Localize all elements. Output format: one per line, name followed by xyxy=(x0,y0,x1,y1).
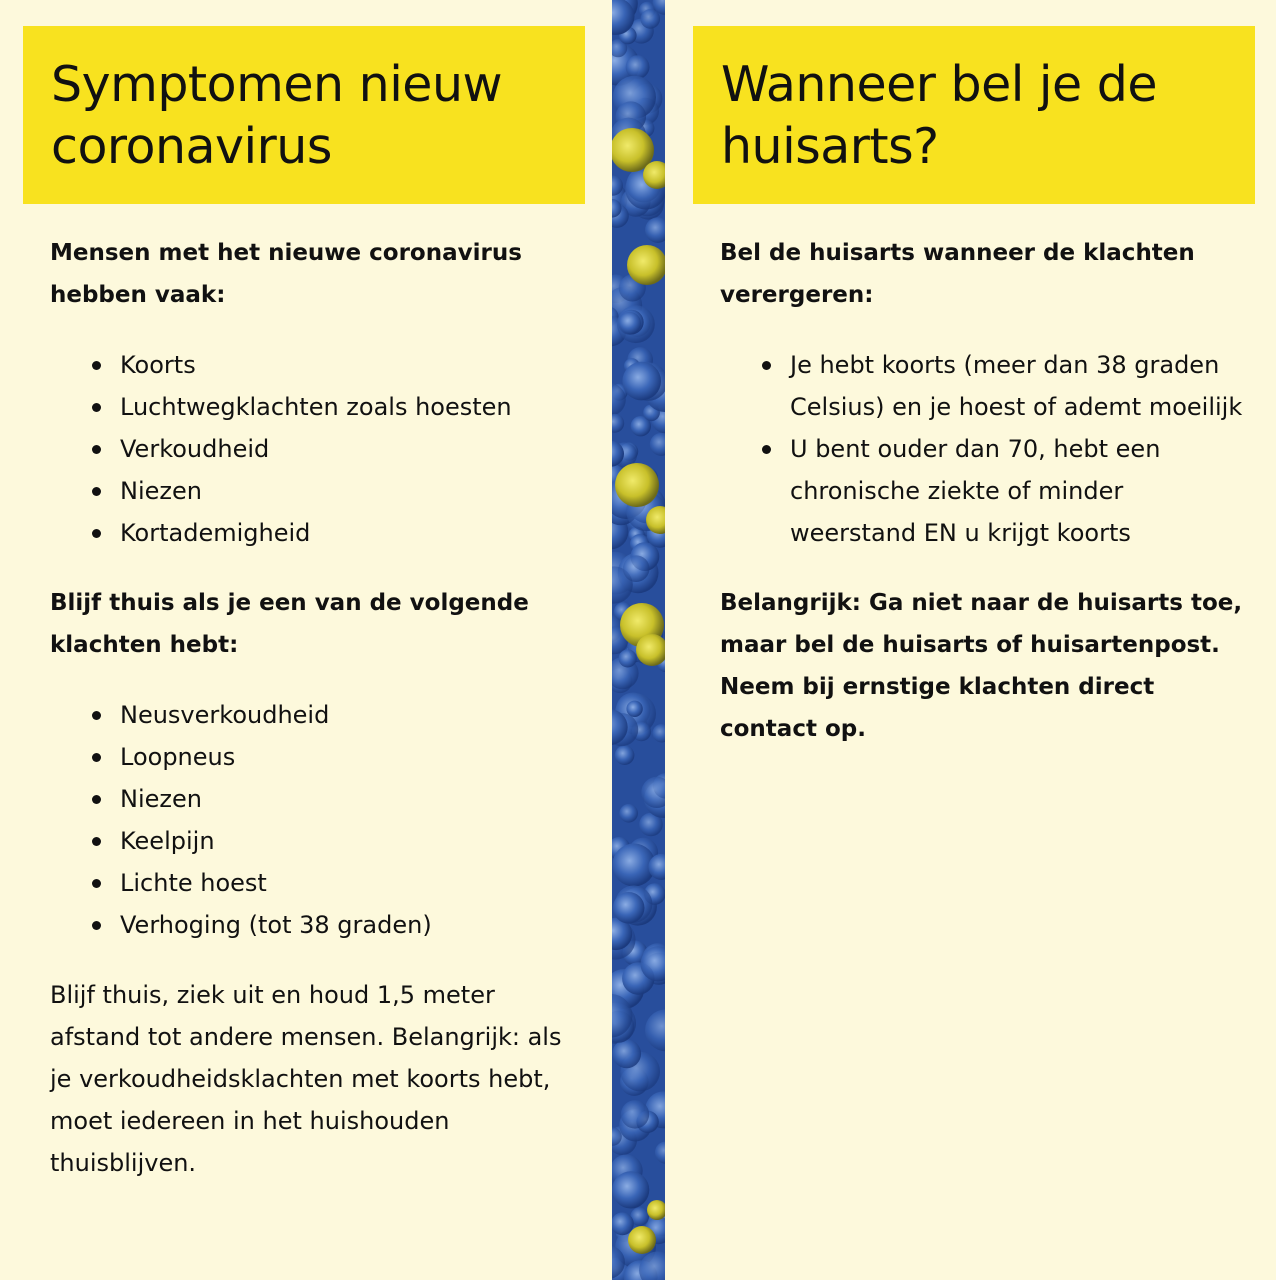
left-title-box xyxy=(23,26,585,204)
list-item: Verhoging (tot 38 graden) xyxy=(90,904,580,946)
virus-particle-icon xyxy=(612,1039,641,1068)
list-item: Verkoudheid xyxy=(90,428,580,470)
bullet-icon xyxy=(92,711,101,720)
left-lead-1: Mensen met het nieuwe coronavirus hebben vaak: xyxy=(50,240,522,308)
virus-texture-icon xyxy=(612,0,665,1280)
bullet-icon xyxy=(92,795,101,804)
right-title: Wanneer bel je de huisarts? xyxy=(721,56,1157,175)
list-item: Kortademigheid xyxy=(90,512,580,554)
virus-particle-icon xyxy=(615,745,635,765)
right-title-box xyxy=(693,26,1255,204)
virus-spike-icon xyxy=(615,463,659,507)
right-lead-1: Bel de huisarts wanneer de klachten verergeren: xyxy=(720,240,1195,308)
bullet-icon xyxy=(762,361,771,370)
bullet-icon xyxy=(92,921,101,930)
right-call-list xyxy=(720,344,1245,554)
virus-particle-icon xyxy=(622,362,661,401)
virus-particle-icon xyxy=(626,55,650,79)
bullet-icon xyxy=(92,445,101,454)
bullet-icon xyxy=(92,753,101,762)
right-column xyxy=(665,0,1276,1280)
bullet-icon xyxy=(92,529,101,538)
list-item: Niezen xyxy=(90,778,580,820)
list-item: Loopneus xyxy=(90,736,580,778)
virus-spike-icon xyxy=(628,1226,656,1254)
virus-particle-icon xyxy=(621,1100,649,1128)
virus-particle-icon xyxy=(619,649,637,667)
virus-particle-icon xyxy=(618,312,641,335)
left-stay-home-list xyxy=(50,694,580,946)
list-item: Lichte hoest xyxy=(90,862,580,904)
list-item: U bent ouder dan 70, hebt een chronische ziekte of minder weerstand EN u krijgt koorts xyxy=(760,428,1245,554)
right-content xyxy=(720,232,1245,750)
list-item: Je hebt koorts (meer dan 38 graden Celsius) en je hoest of ademt moeilijk xyxy=(760,344,1245,428)
virus-particle-icon xyxy=(619,804,638,823)
virus-particle-icon xyxy=(612,1171,649,1208)
list-item: Niezen xyxy=(90,470,580,512)
virus-particle-icon xyxy=(613,892,645,924)
left-closing-paragraph: Blijf thuis, ziek uit en houd 1,5 meter afstand tot andere mensen. Belangrijk: als je verkoudheidsklachten met koorts hebt, moet iedereen in het huishouden thuisblijven. xyxy=(50,981,562,1177)
bullet-icon xyxy=(92,403,101,412)
bullet-icon xyxy=(92,361,101,370)
list-item: Luchtwegklachten zoals hoesten xyxy=(90,386,580,428)
list-item: Koorts xyxy=(90,344,580,386)
virus-particle-icon xyxy=(626,701,642,717)
bullet-icon xyxy=(92,879,101,888)
list-item: Keelpijn xyxy=(90,820,580,862)
coronavirus-image-strip xyxy=(612,0,665,1280)
list-item: Neusverkoudheid xyxy=(90,694,580,736)
virus-particle-icon xyxy=(641,9,661,29)
left-symptom-list xyxy=(50,344,580,554)
virus-particle-icon xyxy=(623,555,650,582)
bullet-icon xyxy=(92,837,101,846)
left-title: Symptomen nieuw coronavirus xyxy=(51,56,503,175)
left-column xyxy=(0,0,612,1280)
left-content xyxy=(50,232,580,1184)
left-lead-2: Blijf thuis als je een van de volgende klachten hebt: xyxy=(50,590,529,658)
bullet-icon xyxy=(92,487,101,496)
bullet-icon xyxy=(762,445,771,454)
virus-particle-icon xyxy=(612,1212,634,1235)
right-closing-paragraph: Belangrijk: Ga niet naar de huisarts toe, maar bel de huisarts of huisartenpost. Neem bij ernstige klachten direct contact op. xyxy=(720,590,1243,742)
